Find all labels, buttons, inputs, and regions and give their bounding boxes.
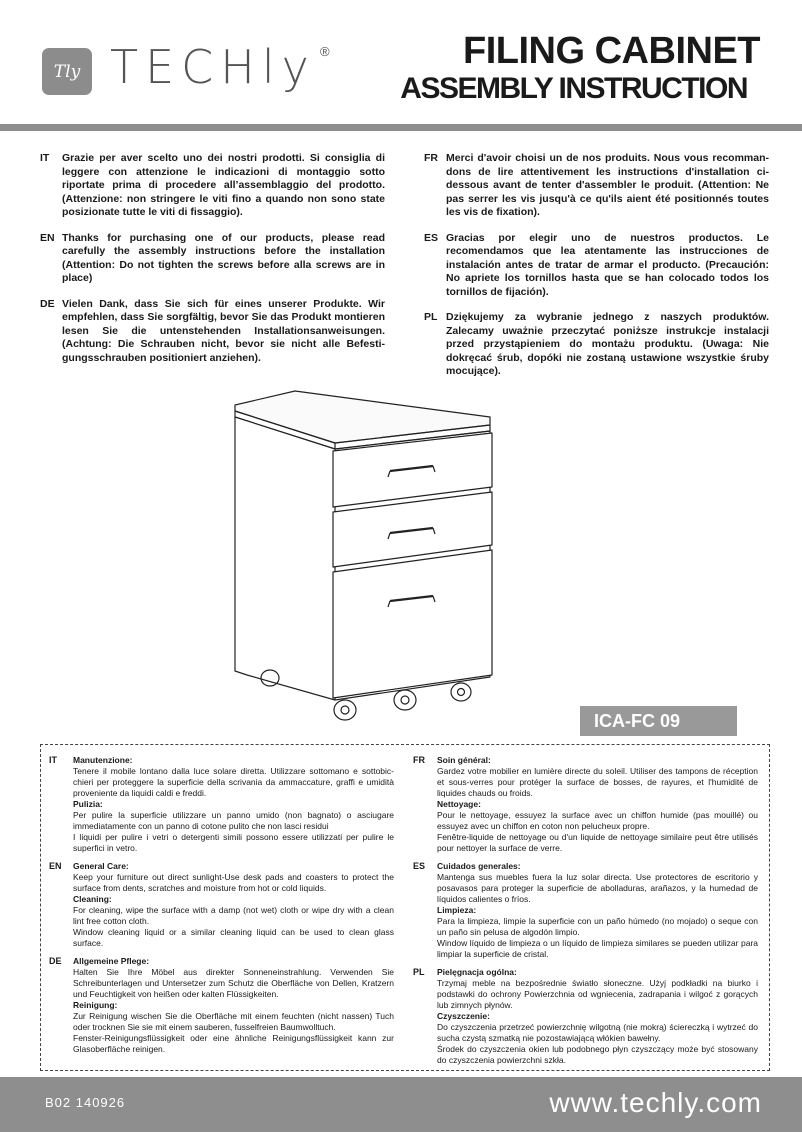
intro-text: Grazie per aver scelto uno dei nostri prodotti. Si consiglia di leggere con attenzione le indicazioni di montaggio sotto riportate prima di procedere all’assemblaggio del prodotto. (Attenzione: non stringere le viti fino a quando non sono state posizionate tutte le viti di fissaggio).: [62, 152, 385, 218]
header-divider: [0, 124, 802, 131]
care-text: Keep your furniture out direct sunlight-Use desk pads and coasters to protect the surface from dents, scratches and moisture from hot or cold liquids.: [73, 872, 394, 893]
techly-logo-mark: Tly: [42, 48, 92, 95]
intro-text: Thanks for purchasing one of our products, please read carefully the assembly instructions before the installation (Attention: Do not tighten the screws before alla screws are in place): [62, 231, 385, 284]
care-title: Allgemeine Pflege:: [73, 956, 150, 966]
care-text: Gardez votre mobilier en lumière directe du soleil. Utiliser des tampons de réception et sous-verres pour protéger la surface de bosses, de rayures, et l'humidité de liquides chauds ou froids.: [437, 766, 758, 798]
intro-text: Vielen Dank, dass Sie sich für eines unserer Produkte. Wir empfehlen, dass Sie sorgfältig, bevor Sie das Produkt montieren lesen Sie die untenstehenden Installationsanweisungen. (Achtung: Die Schrauben nicht, bevor sie nicht alle Befesti-gungsschrauben positioniert anziehen).: [62, 297, 385, 364]
care-paragraph: [413, 967, 758, 1066]
cleaning-text: Para la limpieza, limpie la superficie con un paño húmedo (no mojado) o seque con un paño sin pelusa de algodón limpio.: [437, 916, 758, 937]
cleaning-text: Per pulire la superficie utilizzare un panno umido (non bagnato) o asciugare immediatamente con un panno di cotone pulito che non lasci residui: [73, 810, 394, 831]
glass-cleaning-text: Fenster-Reinigungsflüssigkeit oder eine ähnliche Reinigungsflüssigkeit kann zur Glasoberfläche reinigen.: [73, 1033, 394, 1054]
intro-right-column: [424, 152, 769, 391]
care-title: General Care:: [73, 861, 129, 871]
model-number-label: ICA-FC 09: [580, 706, 737, 736]
glass-cleaning-text: Window cleaning liquid or a similar cleaning liquid can be used to clean glass surface.: [73, 927, 394, 948]
document-code: B02 140926: [45, 1095, 126, 1110]
intro-text: Dziękujemy za wybranie jednego z naszych produktów. Zalecamy uważnie przeczytać poniższe instrukcje instalacji przed przystąpieniem do montażu produktu. (Uwaga: Nie dokręcać śrub, dopóki nie zostaną ustawione wszystkie śruby mocujące).: [446, 311, 769, 377]
care-paragraph: [49, 755, 394, 854]
techly-logo-text: TECHly: [110, 40, 316, 94]
cleaning-title: Czyszczenie:: [437, 1011, 490, 1021]
care-text: Tenere il mobile lontano dalla luce solare diretta. Utilizzare sottomano e sottobic-chieri per proteggere la superficie della scrivania da ammaccature, graffi e umidità proveniente da liquidi caldi e freddi.: [73, 766, 394, 798]
cleaning-title: Reinigung:: [73, 1000, 118, 1010]
intro-paragraph: [424, 232, 769, 300]
page-subtitle: ASSEMBLY INSTRUCTION: [400, 72, 747, 105]
language-code: PL: [413, 967, 425, 977]
care-left-column: [49, 755, 394, 1062]
care-paragraph: [49, 956, 394, 1055]
cleaning-text: For cleaning, wipe the surface with a damp (not wet) cloth or wipe dry with a clean lint free cotton cloth.: [73, 905, 394, 926]
care-paragraph: [413, 755, 758, 854]
language-code: ES: [424, 231, 439, 244]
cleaning-text: Do czyszczenia przetrzeć powierzchnię wilgotną (nie mokrą) ściereczką i wytrzeć do sucha czystą szmatką nie pozostawiającą włókien bawełny.: [437, 1022, 758, 1043]
website-link[interactable]: www.techly.com: [549, 1087, 762, 1118]
language-code: IT: [49, 755, 57, 765]
language-code: FR: [424, 152, 438, 164]
care-text: Trzymaj meble na bezpośrednie światło słoneczne. Użyj podkładki na biurko i podstawki do ochrony Powierzchnia od wgniecenia, zadrapania i wilgoć z gorących lub zimnych płynów.: [437, 978, 758, 1010]
care-title: Pielęgnacja ogólna:: [437, 967, 517, 977]
glass-cleaning-text: Fenêtre-liquide de nettoyage ou d'un liquide de nettoyage similaire peut être utilisés pour nettoyer la surface de verre.: [437, 832, 758, 853]
glass-cleaning-text: I liquidi per pulire i vetri o detergenti simili possono essere utilizzati per pulire le superfici in vetro.: [73, 832, 394, 853]
intro-text: Merci d'avoir choisi un de nos produits. Nous vous recomman-dons de lire attentivement les instructions d'installation ci-dessous avant de tenter d'assembler le produit. (Attention: Ne pas serrer les vis jusqu'à ce qu'ils aient été positionnés toutes les vis de fixation).: [446, 152, 769, 218]
header: [0, 0, 802, 125]
language-code: EN: [49, 861, 62, 871]
page-title: FILING CABINET: [463, 30, 760, 72]
language-code: IT: [40, 152, 50, 164]
intro-paragraph: [424, 152, 769, 220]
care-title: Manutenzione:: [73, 755, 133, 765]
cleaning-text: Pour le nettoyage, essuyez la surface avec un chiffon humide (pas mouillé) ou essuyez avec un chiffon en coton non pelucheux propre.: [437, 810, 758, 831]
intro-text: Gracias por elegir uno de nuestros productos. Le recomendamos que lea atentamente las instrucciones de instalación antes de tratar de armar el producto. (Precaución: No apriete los tornillos hasta que se han colocado todos los tornillos de fijación).: [446, 231, 769, 298]
filing-cabinet-illustration: [225, 385, 505, 725]
care-title: Cuidados generales:: [437, 861, 521, 871]
care-paragraph: [49, 861, 394, 949]
intro-paragraph: [40, 152, 385, 220]
language-code: FR: [413, 755, 425, 765]
footer: [0, 1077, 802, 1132]
language-code: PL: [424, 311, 438, 323]
registered-mark: ®: [320, 44, 330, 59]
intro-left-column: [40, 152, 385, 377]
care-text: Mantenga sus muebles fuera la luz solar directa. Use protectores de escritorio y posavasos para proteger la superficie de abolladuras, arañazos, y la humedad de líquidos calientes o fríos.: [437, 872, 758, 904]
care-paragraph: [413, 861, 758, 960]
care-right-column: [413, 755, 758, 1073]
cleaning-text: Zur Reinigung wischen Sie die Oberfläche mit einem feuchten (nicht nassen) Tuch oder trocknen Sie sie mit einem sauberen, fusselfreien Baumwolltuch.: [73, 1011, 394, 1032]
care-instructions-box: [40, 744, 770, 1071]
cleaning-title: Nettoyage:: [437, 799, 481, 809]
intro-paragraph: [424, 311, 769, 379]
language-code: ES: [413, 861, 426, 871]
care-text: Halten Sie Ihre Möbel aus direkter Sonneneinstrahlung. Verwenden Sie Schreibunterlagen und Untersetzer zum Schutz die Oberfläche von Dellen, Kratzern und Feuchtigkeit von heißen oder kalten Flüssigkeiten.: [73, 967, 394, 999]
language-code: EN: [40, 231, 55, 244]
glass-cleaning-text: Środek do czyszczenia okien lub podobnego płyn czyszczący może być stosowany do czyszczenia powierzchni szkła.: [437, 1044, 758, 1065]
cleaning-title: Pulizia:: [73, 799, 103, 809]
intro-paragraph: [40, 298, 385, 366]
language-code: DE: [49, 956, 62, 966]
language-code: DE: [40, 297, 55, 310]
glass-cleaning-text: Window líquido de limpieza o un líquido de limpieza similares se pueden utilizar para limpiar la superficie de cristal.: [437, 938, 758, 959]
cleaning-title: Limpieza:: [437, 905, 477, 915]
cleaning-title: Cleaning:: [73, 894, 112, 904]
intro-paragraph: [40, 232, 385, 286]
care-title: Soin général:: [437, 755, 491, 765]
